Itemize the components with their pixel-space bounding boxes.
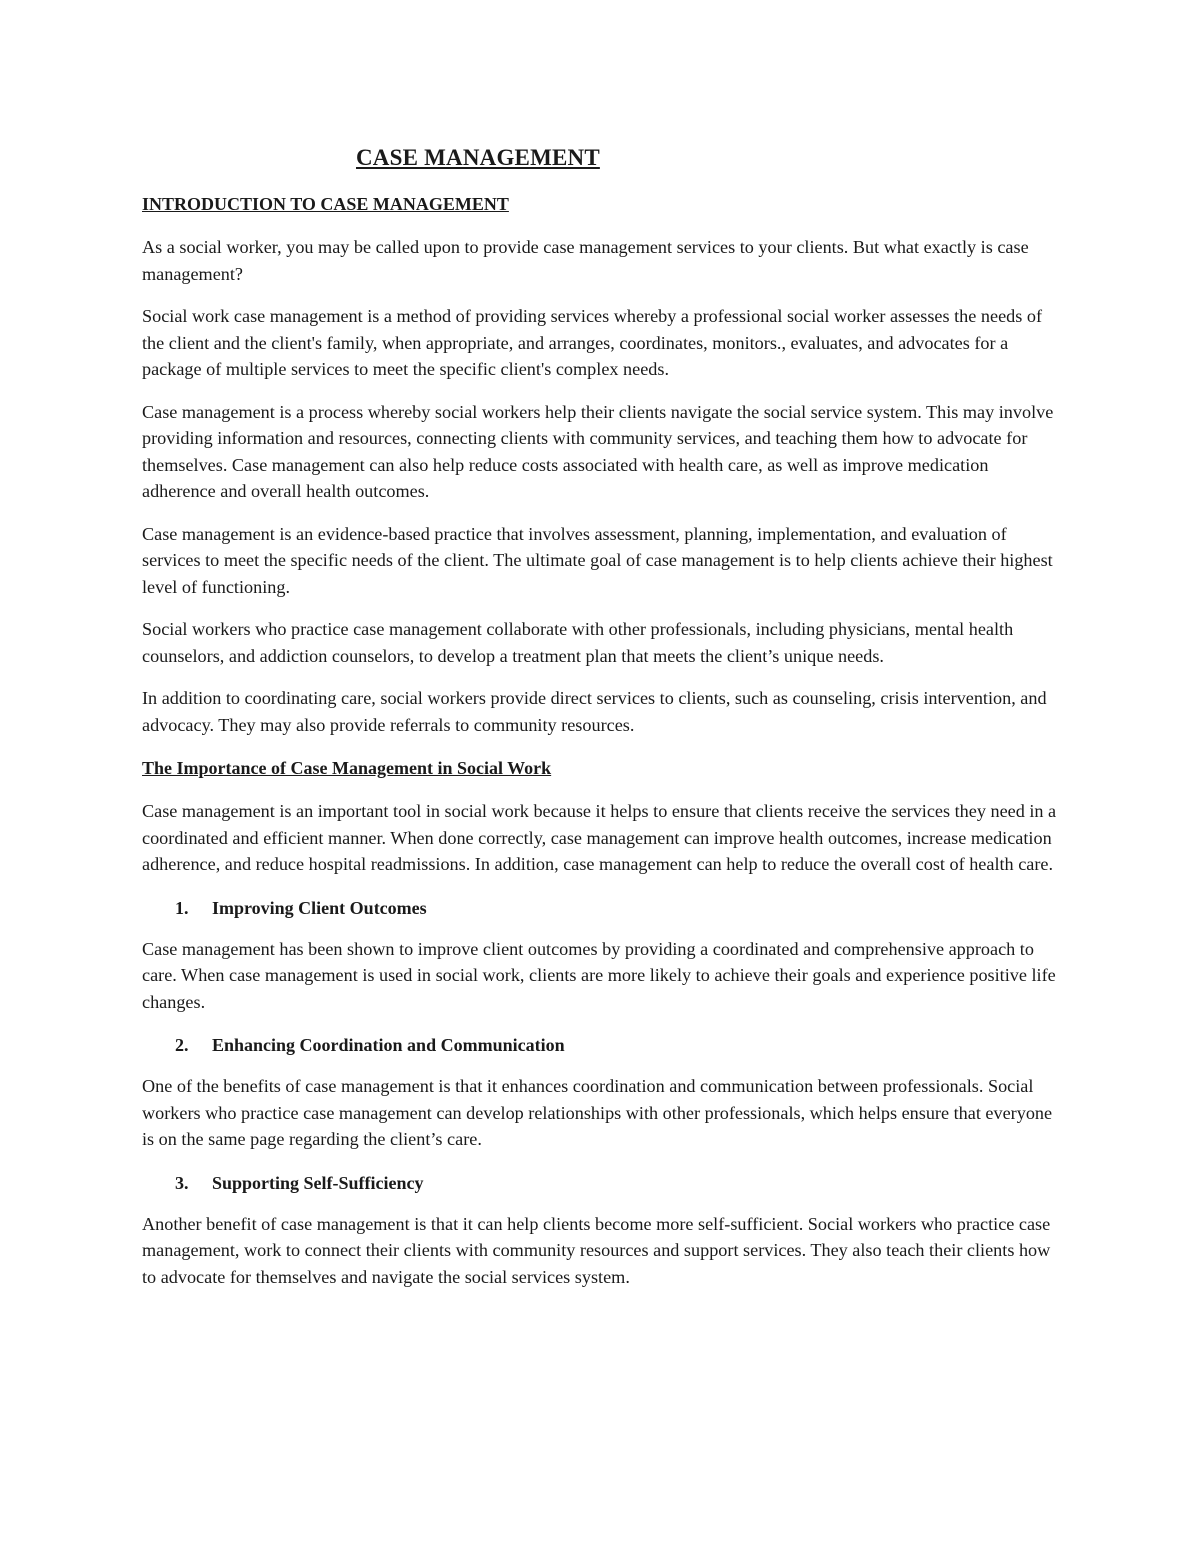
item-paragraph-1: Case management has been shown to improve client outcomes by providing a coordinated and comprehensive approach to care. When case management is used in social work, clients are more likely to achieve their goals and experience positive life changes. [142, 938, 1056, 1012]
intro-paragraph-4: Case management is an evidence-based practice that involves assessment, planning, implementation, and evaluation of services to meet the specific needs of the client. The ultimate goal of case management is to help clients achieve their highest level of functioning. [142, 523, 1053, 597]
numbered-heading-2 [142, 1031, 1062, 1059]
list-number: 1. [175, 897, 189, 918]
intro-paragraph-3: Case management is a process whereby social workers help their clients navigate the social service system. This may involve providing information and resources, connecting clients with community services, and teaching them how to advocate for themselves. Case management can also help reduce costs associated with health care, as well as improve medication adherence and overall health outcomes. [142, 401, 1054, 501]
item-paragraph-2: One of the benefits of case management is that it enhances coordination and communication between professionals. Social workers who practice case management can develop relationships with other professionals, which helps ensure that everyone is on the same page regarding the client’s care. [142, 1076, 1053, 1149]
document-page [142, 140, 1062, 1306]
numbered-heading-3 [142, 1169, 1062, 1197]
intro-paragraph-5: Social workers who practice case management collaborate with other professionals, including physicians, mental health counselors, and addiction counselors, to develop a treatment plan that meets the client’s unique needs. [142, 619, 1014, 666]
intro-paragraph-2: Social work case management is a method of providing services whereby a professional social worker assesses the needs of the client and the client's family, when appropriate, and arranges, coordinates, monitors., evaluates, and advocates for a package of multiple services to meet the specific client's complex needs. [142, 306, 1043, 379]
item-paragraph-3: Another benefit of case management is that it can help clients become more self-sufficient. Social workers who practice case management, work to connect their clients with community resources and support services. They also teach their clients how to advocate for themselves and navigate the social services system. [142, 1213, 1051, 1287]
numbered-heading-1 [142, 894, 1062, 922]
list-heading-text: Enhancing Coordination and Communication [212, 1035, 565, 1055]
list-heading-text: Supporting Self-Sufficiency [212, 1172, 424, 1193]
list-number: 3. [175, 1172, 189, 1193]
list-heading-text: Improving Client Outcomes [212, 897, 427, 918]
intro-paragraph-6: In addition to coordinating care, social workers provide direct services to clients, such as counseling, crisis intervention, and advocacy. They may also provide referrals to community resources. [142, 688, 1047, 735]
intro-heading: INTRODUCTION TO CASE MANAGEMENT [142, 194, 509, 214]
intro-paragraph-1: As a social worker, you may be called upon to provide case management services to your clients. But what exactly is case management? [142, 237, 1029, 284]
document-title: CASE MANAGEMENT [356, 145, 600, 170]
importance-paragraph: Case management is an important tool in social work because it helps to ensure that clients receive the services they need in a coordinated and efficient manner. When done correctly, case management can improve health outcomes, increase medication adherence, and reduce hospital readmissions. In addition, case management can help to reduce the overall cost of health care. [142, 801, 1057, 874]
importance-heading: The Importance of Case Management in Social Work [142, 758, 552, 778]
list-number: 2. [175, 1035, 189, 1055]
